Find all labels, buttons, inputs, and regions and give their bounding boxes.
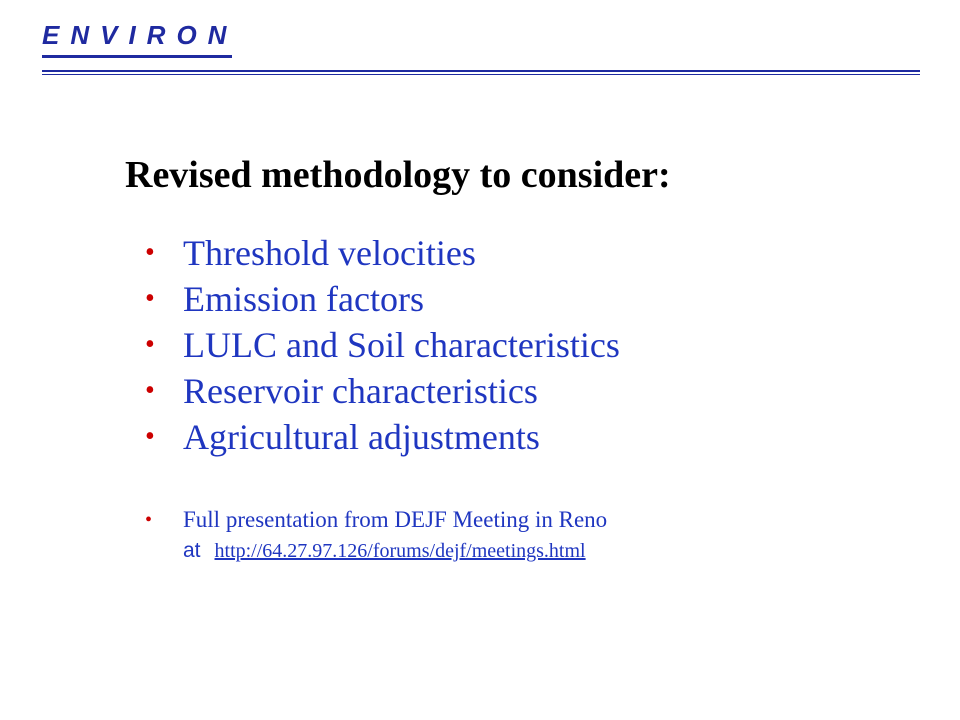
bullet-text: LULC and Soil characteristics [183, 325, 620, 365]
bullet-dot-icon: • [145, 237, 155, 268]
presentation-note [145, 505, 607, 566]
bullet-item [145, 368, 620, 414]
slide-title: Revised methodology to consider: [125, 154, 671, 196]
environ-logo [42, 20, 238, 58]
bullet-dot-icon: • [145, 375, 155, 406]
bullet-text: Reservoir characteristics [183, 371, 538, 411]
logo-text: ENVIRON [42, 20, 238, 50]
header-rule-thin [42, 74, 920, 75]
bullet-dot-icon: • [145, 421, 155, 452]
bullet-dot-icon: • [145, 509, 153, 531]
note-at-label: at [183, 539, 201, 562]
header-rule-thick [42, 70, 920, 72]
bullet-item [145, 230, 620, 276]
bullet-text: Threshold velocities [183, 233, 476, 273]
logo-underline [42, 55, 232, 58]
bullet-item [145, 276, 620, 322]
bullet-text: Emission factors [183, 279, 424, 319]
note-text: Full presentation from DEJF Meeting in Reno [183, 507, 608, 532]
bullet-item [145, 414, 620, 460]
bullet-list [145, 230, 620, 460]
bullet-dot-icon: • [145, 283, 155, 314]
meeting-link[interactable]: http://64.27.97.126/forums/dejf/meetings.html [214, 540, 586, 562]
bullet-dot-icon: • [145, 329, 155, 360]
note-link-line [183, 535, 607, 566]
bullet-item [145, 322, 620, 368]
bullet-text: Agricultural adjustments [183, 417, 540, 457]
